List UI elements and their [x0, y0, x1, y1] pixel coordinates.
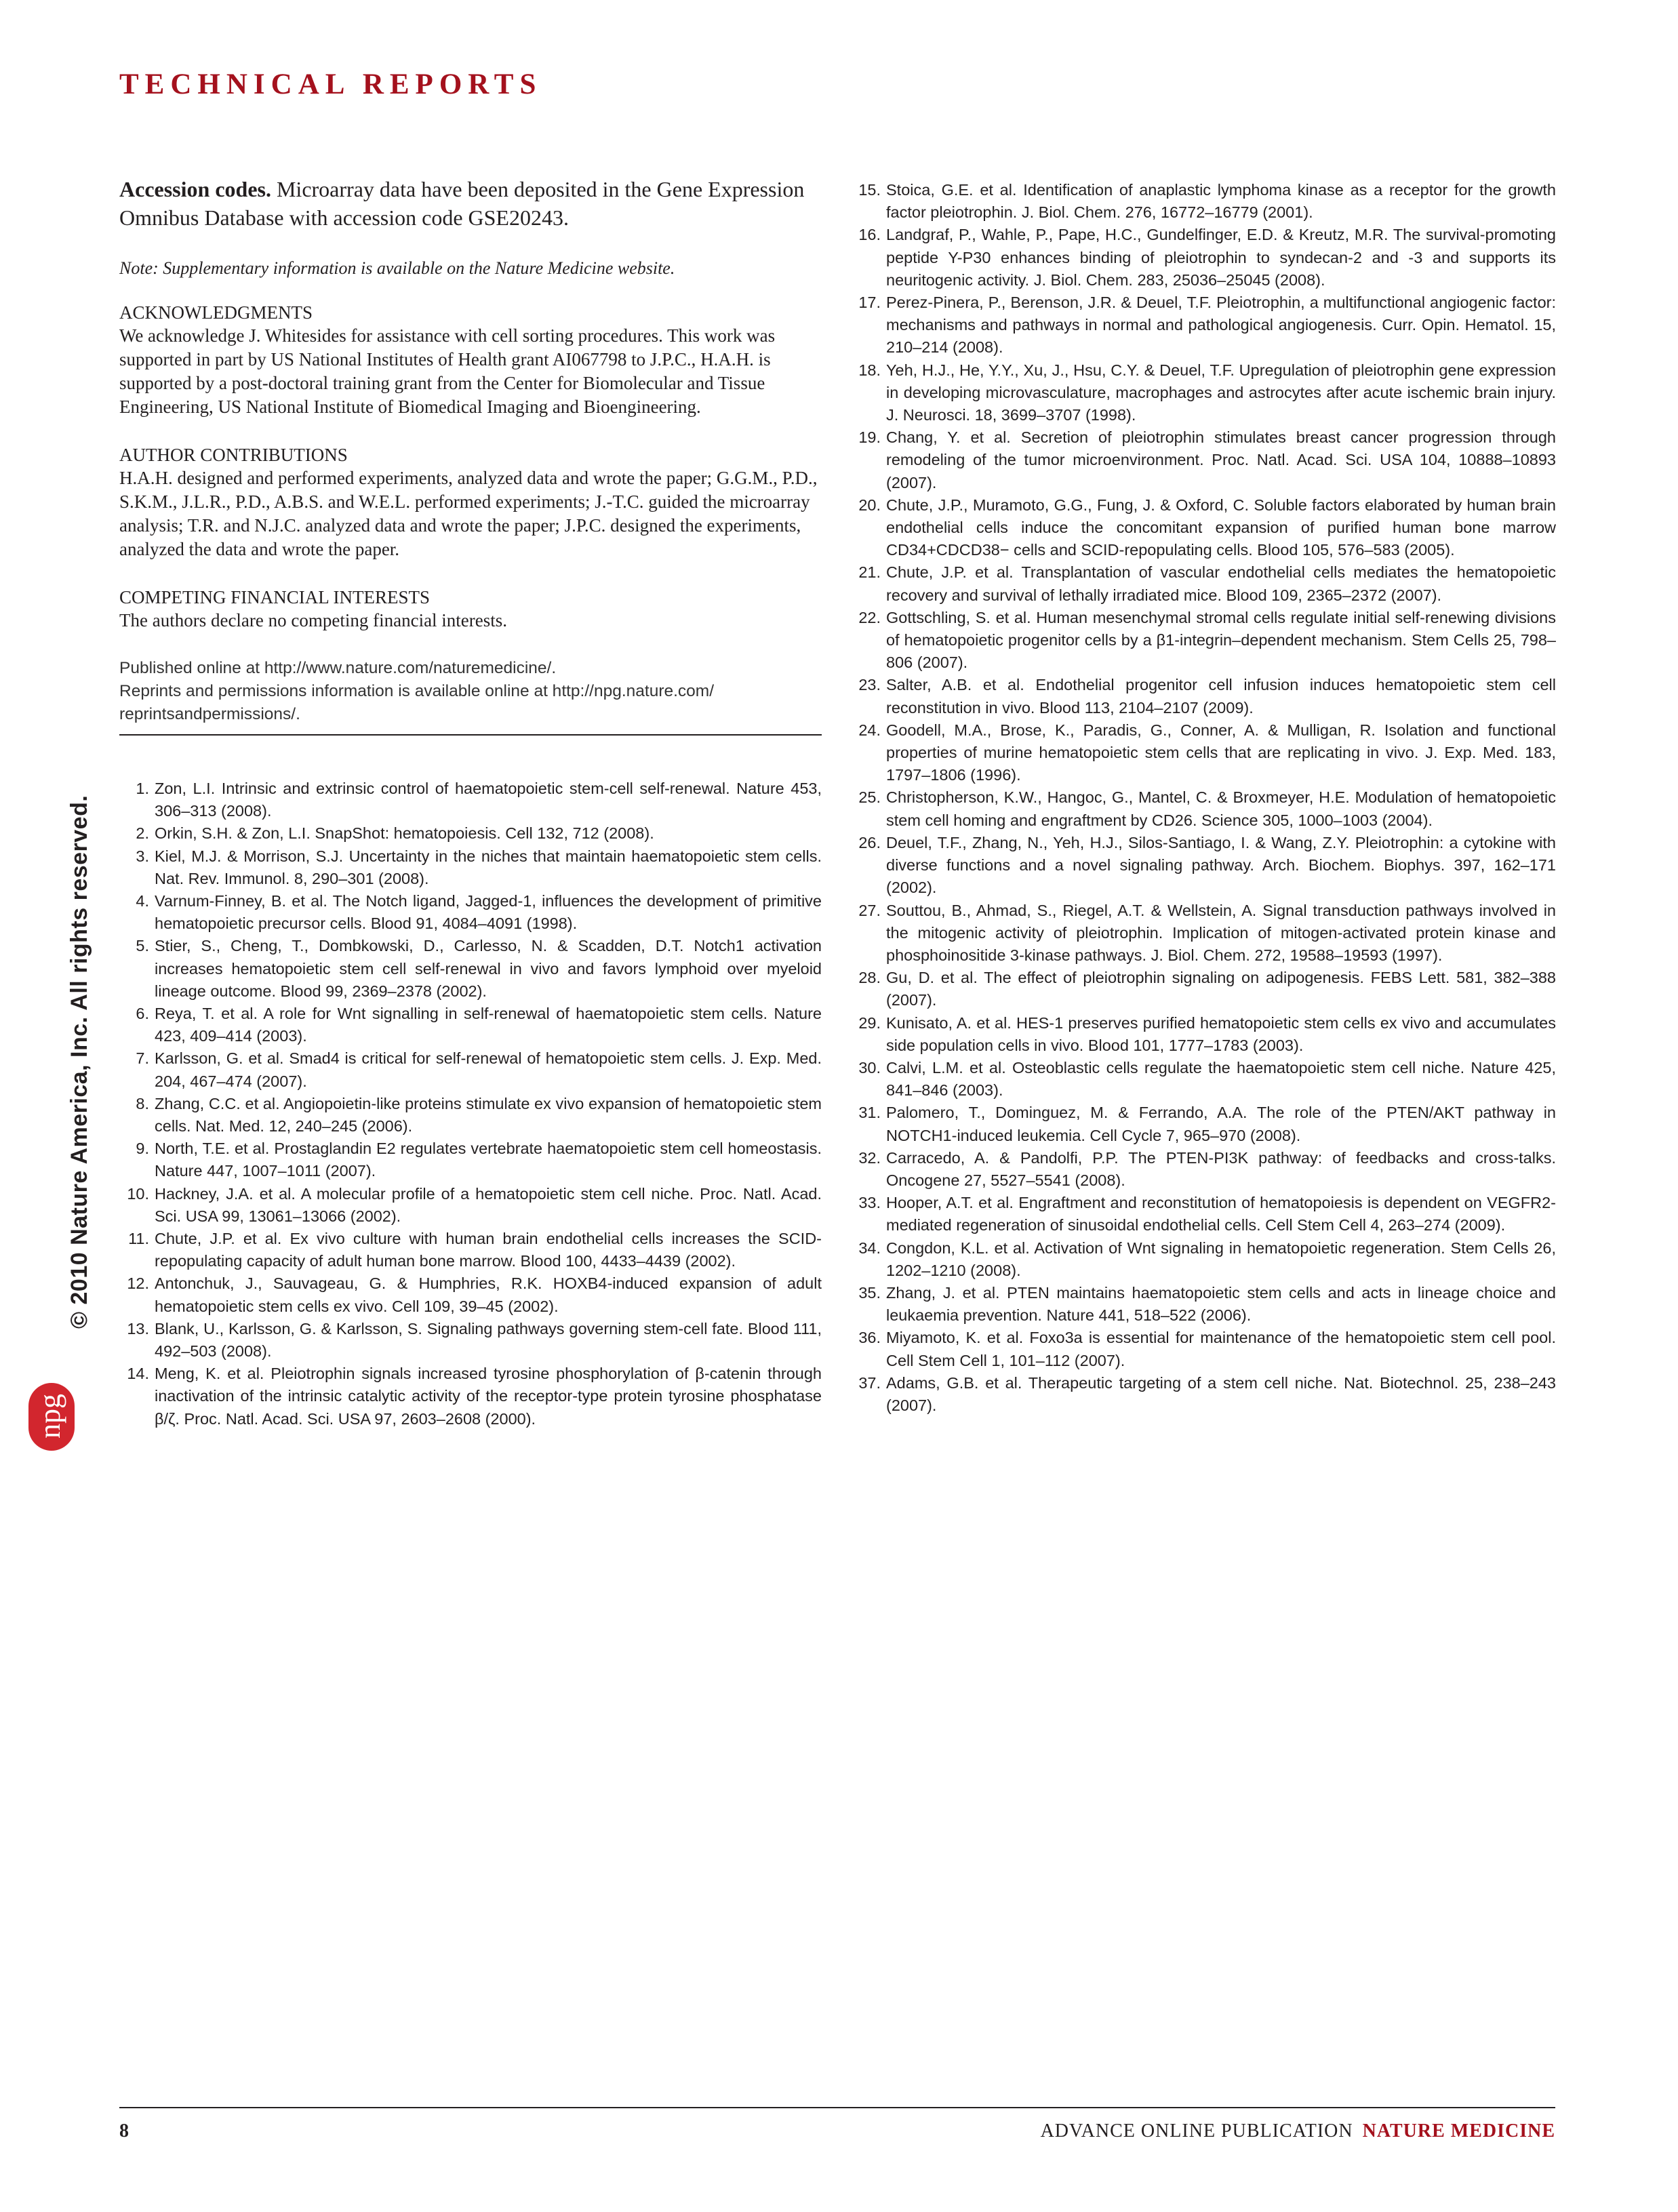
reference-number: 3.: [136, 847, 149, 865]
copyright-notice: © 2010 Nature America, Inc. All rights reserved.: [66, 795, 92, 1329]
reference-number: 16.: [858, 226, 881, 244]
reference-item: [119, 1047, 822, 1092]
footer-journal: [1041, 2120, 1555, 2142]
reference-item: [851, 1102, 1556, 1146]
reference-number: 13.: [127, 1319, 149, 1338]
reference-item: [851, 1327, 1556, 1371]
reference-text: Orkin, S.H. & Zon, L.I. SnapShot: hematopoiesis. Cell 132, 712 (2008).: [155, 824, 654, 843]
page-number: 8: [119, 2120, 129, 2141]
reference-item: [851, 607, 1556, 675]
acknowledgments-text: We acknowledge J. Whitesides for assistance with cell sorting procedures. This work was supported in part by US National Institutes of Health grant AI067798 to J.P.C., H.A.H. is supported by a post-doctoral training grant from the Center for Biomolecular and Tissue Engineering, US National Institute of Biomedical Imaging and Bioengineering.: [119, 325, 776, 417]
reference-text: Reya, T. et al. A role for Wnt signalling in self-renewal of haematopoietic stem cells. Nature 423, 409–414 (2003).: [155, 1005, 822, 1045]
reference-text: Perez-Pinera, P., Berenson, J.R. & Deuel, T.F. Pleiotrophin, a multifunctional angiogenic factor: mechanisms and pathways in normal and pathological angiogenesis. Curr. Opin. Hematol. 15, 210–214 (2008).: [886, 294, 1556, 357]
reference-number: 1.: [136, 780, 149, 797]
reference-number: 29.: [858, 1013, 881, 1032]
reference-number: 20.: [858, 496, 881, 514]
reference-text: Congdon, K.L. et al. Activation of Wnt signaling in hematopoietic regeneration. Stem Cells 26, 1202–1210 (2008).: [886, 1239, 1556, 1279]
reference-text: Calvi, L.M. et al. Osteoblastic cells regulate the haematopoietic stem cell niche. Nature 425, 841–846 (2003).: [886, 1058, 1556, 1100]
reference-number: 10.: [127, 1184, 149, 1203]
reference-number: 31.: [858, 1104, 881, 1122]
reference-item: [851, 719, 1556, 787]
reference-number: 19.: [858, 428, 881, 447]
accession-codes: [119, 175, 822, 232]
npg-logo: [28, 1383, 75, 1451]
reference-number: 8.: [136, 1094, 149, 1112]
reference-text: Chute, J.P. et al. Transplantation of vascular endothelial cells mediates the hematopoietic recovery and survival of lethally irradiated mice. Blood 109, 2365–2372 (2007).: [886, 563, 1556, 604]
reference-text: Stoica, G.E. et al. Identification of anaplastic lymphoma kinase as a receptor for the growth factor pleiotrophin. J. Biol. Chem. 276, 16772–16779 (2001).: [886, 181, 1556, 222]
reference-text: North, T.E. et al. Prostaglandin E2 regulates vertebrate haematopoietic stem cell homeostasis. Nature 447, 1007–1011 (2007).: [155, 1140, 822, 1180]
reference-text: Miyamoto, K. et al. Foxo3a is essential for maintenance of the hematopoietic stem cell pool. Cell Stem Cell 1, 101–112 (2007).: [886, 1329, 1556, 1369]
reference-item: [851, 900, 1556, 967]
reference-item: [851, 832, 1556, 900]
reference-number: 32.: [858, 1148, 881, 1167]
reference-item: [119, 845, 822, 890]
reference-text: Palomero, T., Dominguez, M. & Ferrando, A.A. The role of the PTEN/AKT pathway in NOTCH1-induced leukemia. Cell Cycle 7, 965–970 (2008).: [886, 1104, 1556, 1144]
reference-number: 25.: [858, 788, 881, 807]
reference-item: [851, 561, 1556, 606]
right-column: [851, 179, 1556, 1417]
reference-item: [851, 674, 1556, 719]
reference-number: 27.: [858, 901, 881, 919]
reference-list-right: [851, 179, 1556, 1417]
reference-item: [851, 1372, 1556, 1417]
reference-number: 34.: [858, 1239, 881, 1257]
reference-item: [851, 1012, 1556, 1057]
publication-info: [119, 657, 822, 736]
reference-number: 17.: [858, 294, 881, 312]
reference-text: Zhang, J. et al. PTEN maintains haematopoietic stem cells and acts in lineage choice and leukaemia prevention. Nature 441, 518–522 (2006).: [886, 1283, 1556, 1325]
reference-text: Yeh, H.J., He, Y.Y., Xu, J., Hsu, C.Y. & Deuel, T.F. Upregulation of pleiotrophin gene expression in developing microvasculature, macrophages and astrocytes after acute ischemic brain injury. J. Neurosci. 18, 3699–3707 (1998).: [886, 361, 1556, 424]
reference-item: [119, 1318, 822, 1363]
reference-number: 9.: [136, 1140, 149, 1158]
reference-item: [851, 967, 1556, 1011]
reference-number: 14.: [127, 1365, 149, 1383]
reference-item: [119, 778, 822, 822]
reference-text: Hooper, A.T. et al. Engraftment and reconstitution of hematopoiesis is dependent on VEGFR2-mediated regeneration of sinusoidal endothelial cells. Cell Stem Cell 4, 263–274 (2009).: [886, 1194, 1556, 1234]
reference-number: 2.: [136, 824, 149, 843]
reference-text: Carracedo, A. & Pandolfi, P.P. The PTEN-PI3K pathway: of feedbacks and cross-talks. Oncogene 27, 5527–5541 (2008).: [886, 1148, 1556, 1189]
reference-number: 33.: [858, 1194, 881, 1212]
acknowledgments-heading: ACKNOWLEDGMENTS: [119, 302, 313, 323]
reference-item: [851, 291, 1556, 359]
reference-text: Blank, U., Karlsson, G. & Karlsson, S. Signaling pathways governing stem-cell fate. Blood 111, 492–503 (2008).: [155, 1319, 822, 1361]
reference-number: 21.: [858, 563, 881, 582]
reference-number: 6.: [136, 1005, 149, 1023]
reference-text: Zon, L.I. Intrinsic and extrinsic control of haematopoietic stem-cell self-renewal. Nature 453, 306–313 (2008).: [155, 780, 822, 820]
reference-item: [851, 1057, 1556, 1102]
reference-item: [851, 786, 1556, 831]
reference-item: [851, 1237, 1556, 1282]
accession-lead: Accession codes.: [119, 177, 271, 201]
reference-item: [851, 224, 1556, 291]
reference-number: 12.: [127, 1274, 149, 1293]
author-contributions-text: H.A.H. designed and performed experiments, analyzed data and wrote the paper; G.G.M., P.D., S.K.M., J.L.R., P.D., A.B.S. and W.E.L. performed experiments; J.-T.C. guided the microarray analysis; T.R. and N.J.C. analyzed data and wrote the paper; J.P.C. designed the experiments, analyzed the data and wrote the paper.: [119, 468, 818, 559]
reference-text: Chang, Y. et al. Secretion of pleiotrophin stimulates breast cancer progression through remodeling of the tumor microenvironment. Proc. Natl. Acad. Sci. USA 104, 10888–10893 (2007).: [886, 428, 1556, 491]
reference-number: 23.: [858, 676, 881, 694]
reference-item: [119, 890, 822, 935]
reference-list-left: [119, 778, 822, 1430]
competing-interests-heading: COMPETING FINANCIAL INTERESTS: [119, 587, 430, 607]
reference-text: Deuel, T.F., Zhang, N., Yeh, H.J., Silos-Santiago, I. & Wang, Z.Y. Pleiotrophin: a cytokine with diverse functions and a novel signaling pathway. Arch. Biochem. Biophys. 397, 162–171 (2002).: [886, 833, 1556, 897]
reference-text: Karlsson, G. et al. Smad4 is critical for self-renewal of hematopoietic stem cells. J. Exp. Med. 204, 467–474 (2007).: [155, 1049, 822, 1090]
author-contributions-heading: AUTHOR CONTRIBUTIONS: [119, 445, 348, 465]
reference-text: Meng, K. et al. Pleiotrophin signals increased tyrosine phosphorylation of β-catenin through inactivation of the intrinsic catalytic activity of the receptor-type protein tyrosine phosphatase β/ζ. Proc. Natl. Acad. Sci. USA 97, 2603–2608 (2000).: [155, 1365, 822, 1428]
reference-text: Antonchuk, J., Sauvageau, G. & Humphries, R.K. HOXB4-induced expansion of adult hematopoietic stem cells ex vivo. Cell 109, 39–45 (2002).: [155, 1274, 822, 1315]
reference-text: Salter, A.B. et al. Endothelial progenitor cell infusion induces hematopoietic stem cell reconstitution in vivo. Blood 113, 2104–2107 (2009).: [886, 676, 1556, 717]
section-title: TECHNICAL REPORTS: [119, 68, 542, 100]
reference-number: 30.: [858, 1058, 881, 1077]
accession-text: Microarray data have been deposited in the Gene Expression Omnibus Database with accession code GSE20243.: [119, 177, 805, 230]
reprints-link[interactable]: Reprints and permissions information is available online at http://npg.nature.com/ reprintsandpermissions/.: [119, 682, 715, 723]
publication-status: ADVANCE ONLINE PUBLICATION: [1040, 2120, 1353, 2141]
npg-logo-text: npg: [33, 1394, 66, 1439]
reference-item: [851, 1282, 1556, 1327]
reference-text: Gu, D. et al. The effect of pleiotrophin signaling on adipogenesis. FEBS Lett. 581, 382–388 (2007).: [886, 969, 1556, 1009]
reference-item: [119, 935, 822, 1003]
reference-item: [851, 1147, 1556, 1192]
reference-number: 35.: [858, 1283, 881, 1302]
reference-number: 26.: [858, 833, 881, 851]
reference-item: [119, 1138, 822, 1182]
reference-text: Landgraf, P., Wahle, P., Pape, H.C., Gundelfinger, E.D. & Kreutz, M.R. The survival-promoting peptide Y-P30 enhances binding of pleiotrophin to syndecan-2 and -3 and supports its neuritogenic activity. J. Biol. Chem. 283, 25036–25045 (2008).: [886, 226, 1556, 289]
reference-text: Goodell, M.A., Brose, K., Paradis, G., Conner, A. & Mulligan, R. Isolation and functional properties of murine hematopoietic stem cells that are replicating in vivo. J. Exp. Med. 183, 1797–1806 (1996).: [886, 721, 1556, 784]
reference-item: [119, 1003, 822, 1047]
reference-text: Chute, J.P. et al. Ex vivo culture with human brain endothelial cells increases the SCID-repopulating capacity of adult human bone marrow. Blood 100, 4433–4439 (2002).: [155, 1230, 822, 1270]
reference-item: [119, 1093, 822, 1138]
reference-number: 24.: [858, 721, 881, 739]
reference-item: [119, 1363, 822, 1430]
reference-text: Adams, G.B. et al. Therapeutic targeting of a stem cell niche. Nat. Biotechnol. 25, 238–243 (2007).: [886, 1373, 1556, 1414]
reference-text: Gottschling, S. et al. Human mesenchymal stromal cells regulate initial self-renewing divisions of hematopoietic progenitor cells by a β1-integrin–dependent mechanism. Stem Cells 25, 798–806 (2007).: [886, 608, 1556, 672]
reference-item: [851, 359, 1556, 427]
reference-item: [851, 179, 1556, 224]
supplementary-note: Note: Supplementary information is available on the Nature Medicine website.: [119, 258, 675, 278]
reference-number: 37.: [858, 1373, 881, 1392]
reference-text: Stier, S., Cheng, T., Dombkowski, D., Carlesso, N. & Scadden, D.T. Notch1 activation increases hematopoietic stem cell self-renewal in vivo and favors lymphoid over myeloid lineage outcome. Blood 99, 2369–2378 (2002).: [155, 937, 822, 1000]
reference-number: 5.: [136, 937, 149, 955]
reference-text: Zhang, C.C. et al. Angiopoietin-like proteins stimulate ex vivo expansion of hematopoietic stem cells. Nat. Med. 12, 240–245 (2006).: [155, 1094, 822, 1135]
reference-text: Kiel, M.J. & Morrison, S.J. Uncertainty in the niches that maintain haematopoietic stem cells. Nat. Rev. Immunol. 8, 290–301 (2008).: [155, 847, 822, 887]
reference-item: [851, 1192, 1556, 1236]
reference-text: Kunisato, A. et al. HES-1 preserves purified hematopoietic stem cells ex vivo and accumulates side population cells in vivo. Blood 101, 1777–1783 (2003).: [886, 1013, 1556, 1054]
reference-item: [851, 426, 1556, 494]
published-online-link[interactable]: Published online at http://www.nature.com/naturemedicine/.: [119, 659, 557, 677]
reference-item: [851, 494, 1556, 562]
reference-item: [119, 1183, 822, 1228]
reference-text: Souttou, B., Ahmad, S., Riegel, A.T. & Wellstein, A. Signal transduction pathways involved in the mitogenic activity of pleiotrophin. Implication of mitogen-activated protein kinase and phosphoinositide 3-kinase pathways. J. Biol. Chem. 272, 19588–19593 (1997).: [886, 901, 1556, 964]
reference-number: 7.: [136, 1049, 149, 1068]
competing-interests-text: The authors declare no competing financial interests.: [119, 610, 508, 630]
reference-number: 18.: [858, 361, 881, 379]
reference-text: Christopherson, K.W., Hangoc, G., Mantel, C. & Broxmeyer, H.E. Modulation of hematopoietic stem cell homing and engraftment by CD26. Science 305, 1000–1003 (2004).: [886, 788, 1556, 829]
journal-name: NATURE MEDICINE: [1362, 2120, 1555, 2141]
reference-number: 4.: [136, 892, 149, 910]
reference-number: 36.: [858, 1329, 881, 1347]
reference-number: 11.: [128, 1230, 149, 1248]
reference-text: Chute, J.P., Muramoto, G.G., Fung, J. & Oxford, C. Soluble factors elaborated by human brain endothelial cells induce the concomitant expansion of purified human bone marrow CD34+CDCD38− cells and SCID-repopulating cells. Blood 105, 576–583 (2005).: [886, 496, 1556, 559]
reference-number: 28.: [858, 969, 881, 987]
reference-text: Hackney, J.A. et al. A molecular profile of a hematopoietic stem cell niche. Proc. Natl. Acad. Sci. USA 99, 13061–13066 (2002).: [155, 1184, 822, 1225]
left-column: [119, 175, 822, 1430]
reference-number: 22.: [858, 608, 881, 626]
reference-item: [119, 1228, 822, 1272]
reference-number: 15.: [858, 181, 881, 199]
footer-divider: [119, 2107, 1555, 2108]
reference-text: Varnum-Finney, B. et al. The Notch ligand, Jagged-1, influences the development of primitive hematopoietic precursor cells. Blood 91, 4084–4091 (1998).: [155, 892, 822, 933]
reference-item: [119, 822, 822, 845]
reference-item: [119, 1272, 822, 1317]
